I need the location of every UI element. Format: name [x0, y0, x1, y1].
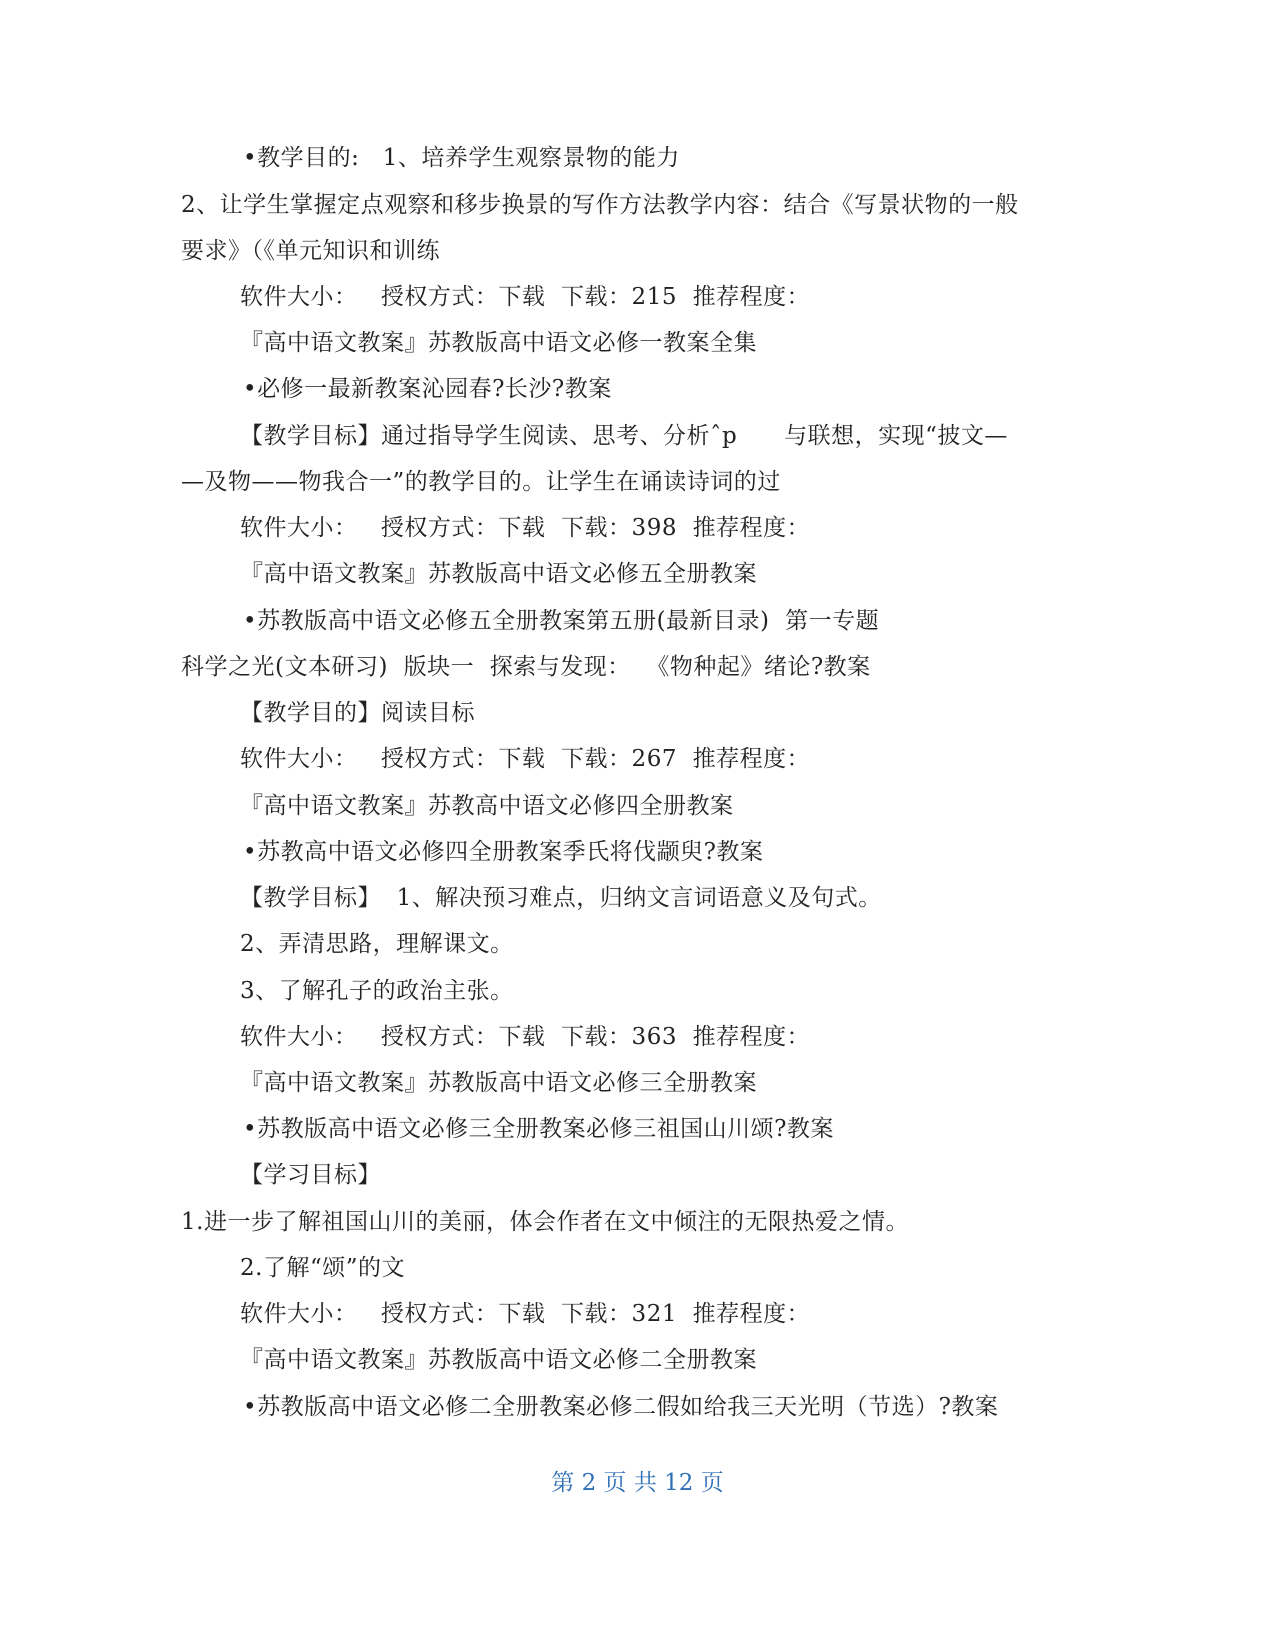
text-line: 【学习目标】 — [240, 1162, 381, 1188]
text-line: •苏教版高中语文必修五全册教案第五册(最新目录) 第一专题 — [243, 608, 880, 634]
text-line: 『高中语文教案』苏教版高中语文必修三全册教案 — [240, 1070, 757, 1096]
text-line: 2.了解“颂”的文 — [240, 1255, 405, 1281]
text-line: 【教学目的】阅读目标 — [240, 700, 475, 726]
text-line: 2、弄清思路，理解课文。 — [240, 931, 514, 957]
text-line: 软件大小： 授权方式：下载 下载：321 推荐程度： — [240, 1301, 811, 1327]
text-line: •苏教版高中语文必修三全册教案必修三祖国山川颂?教案 — [243, 1116, 834, 1142]
text-line: 1.进一步了解祖国山川的美丽，体会作者在文中倾注的无限热爱之情。 — [181, 1209, 909, 1235]
text-line: 2、让学生掌握定点观察和移步换景的写作方法教学内容：结合《写景状物的一般 — [181, 192, 1019, 218]
text-line: 软件大小： 授权方式：下载 下载：267 推荐程度： — [240, 746, 811, 772]
text-line: •必修一最新教案沁园春?长沙?教案 — [243, 376, 612, 402]
text-line: 科学之光(文本研习) 版块一 探索与发现： 《物种起》绪论?教案 — [181, 654, 871, 680]
text-line: •苏教高中语文必修四全册教案季氏将伐颛臾?教案 — [243, 839, 764, 865]
page-number-footer: 第 2 页 共 12 页 — [551, 1470, 724, 1496]
text-line: —及物——物我合一”的教学目的。让学生在诵读诗词的过 — [181, 469, 781, 495]
text-line: 软件大小： 授权方式：下载 下载：363 推荐程度： — [240, 1024, 811, 1050]
text-line: 3、了解孔子的政治主张。 — [240, 978, 514, 1004]
text-line: 【教学目标】通过指导学生阅读、思考、分析ˆp 与联想，实现“披文— — [240, 423, 1008, 449]
text-line: 『高中语文教案』苏教高中语文必修四全册教案 — [240, 793, 734, 819]
text-line: 软件大小： 授权方式：下载 下载：215 推荐程度： — [240, 284, 811, 310]
text-line: 软件大小： 授权方式：下载 下载：398 推荐程度： — [240, 515, 811, 541]
text-line: 『高中语文教案』苏教版高中语文必修二全册教案 — [240, 1347, 757, 1373]
text-line: 【教学目标】 1、解决预习难点，归纳文言词语意义及句式。 — [240, 885, 882, 911]
text-line: •教学目的: 1、培养学生观察景物的能力 — [243, 145, 680, 171]
text-line: 要求》（《单元知识和训练 — [181, 238, 440, 264]
text-line: •苏教版高中语文必修二全册教案必修二假如给我三天光明（节选）?教案 — [243, 1394, 999, 1420]
text-line: 『高中语文教案』苏教版高中语文必修五全册教案 — [240, 561, 757, 587]
text-line: 『高中语文教案』苏教版高中语文必修一教案全集 — [240, 330, 757, 356]
